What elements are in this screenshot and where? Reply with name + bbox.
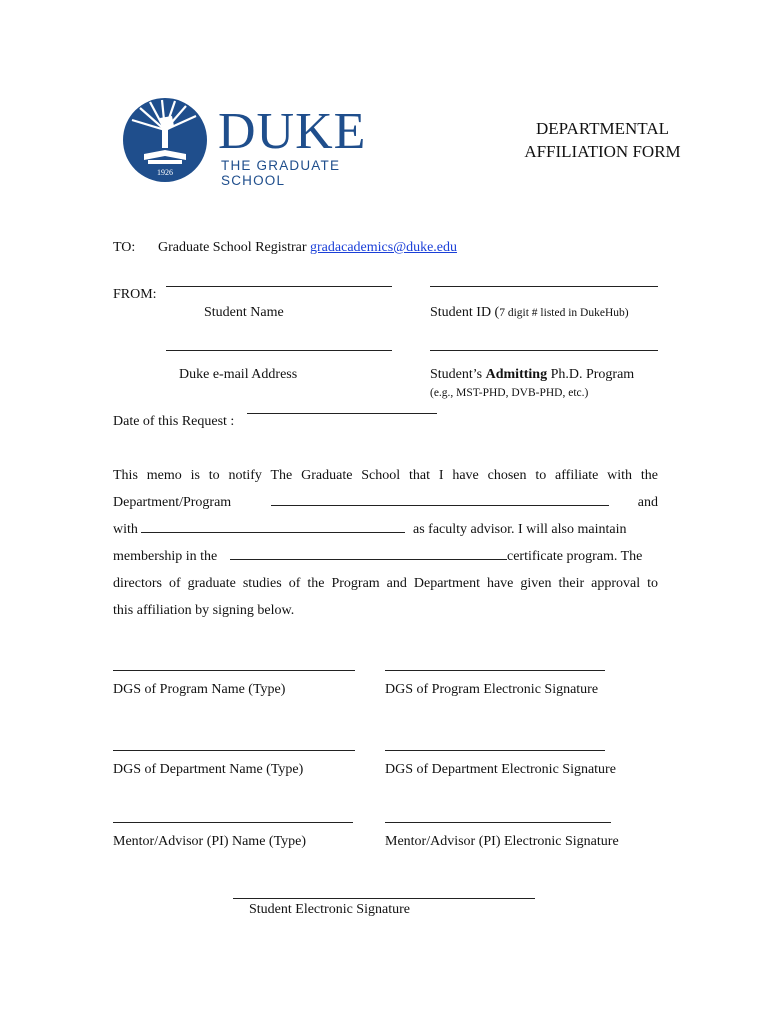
certificate-program-field[interactable] <box>230 559 507 560</box>
mentor-signature-label: Mentor/Advisor (PI) Electronic Signature <box>385 834 619 849</box>
dgs-department-signature-field[interactable] <box>385 750 605 751</box>
memo-line5: directors of graduate studies of the Program and Department have given their approval to <box>113 576 658 591</box>
registrar-email-link[interactable]: gradacademics@duke.edu <box>310 240 458 255</box>
from-label: FROM: <box>113 287 157 302</box>
mentor-signature-field[interactable] <box>385 822 611 823</box>
memo-line4: membership in the certificate program. The <box>113 549 643 564</box>
memo-line3: with as faculty advisor. I will also maintain <box>113 522 627 537</box>
to-recipient: Graduate School Registrar <box>158 240 307 255</box>
student-id-label: Student ID (7 digit # listed in DukeHub) <box>430 305 629 320</box>
graduate-school-seal-icon <box>122 96 208 184</box>
date-label: Date of this Request : <box>113 414 235 429</box>
memo-line1: This memo is to notify The Graduate School that I have chosen to affiliate with the <box>113 468 658 483</box>
dgs-department-name-label: DGS of Department Name (Type) <box>113 762 304 777</box>
dgs-department-name-field[interactable] <box>113 750 355 751</box>
student-signature-field[interactable] <box>233 898 535 899</box>
student-name-label: Student Name <box>204 305 284 320</box>
form-title-line1: DEPARTMENTAL <box>536 119 669 138</box>
admitting-program-field[interactable] <box>430 350 658 351</box>
seal-year: 1926 <box>157 168 173 177</box>
memo-line2: Department/Program and <box>113 495 658 510</box>
form-title <box>500 117 705 163</box>
dgs-program-signature-label: DGS of Program Electronic Signature <box>385 682 599 697</box>
duke-email-label: Duke e-mail Address <box>179 367 298 382</box>
duke-logo <box>122 96 392 186</box>
form-title-line2: AFFILIATION FORM <box>524 142 681 161</box>
student-signature-label: Student Electronic Signature <box>249 902 410 917</box>
student-id-note: 7 digit # listed in DukeHub) <box>499 307 629 319</box>
dgs-program-name-label: DGS of Program Name (Type) <box>113 682 286 697</box>
dgs-department-signature-label: DGS of Department Electronic Signature <box>385 762 616 777</box>
student-id-field[interactable] <box>430 286 658 287</box>
mentor-name-field[interactable] <box>113 822 353 823</box>
faculty-advisor-field[interactable] <box>141 532 405 533</box>
duke-email-field[interactable] <box>166 350 392 351</box>
dgs-program-name-field[interactable] <box>113 670 355 671</box>
mentor-name-label: Mentor/Advisor (PI) Name (Type) <box>113 834 307 849</box>
date-field[interactable] <box>247 413 437 414</box>
program-example: (e.g., MST-PHD, DVB-PHD, etc.) <box>430 387 589 399</box>
to-recipient-line <box>158 240 457 256</box>
logo-wordmark: DUKE <box>218 103 367 160</box>
dgs-program-signature-field[interactable] <box>385 670 605 671</box>
memo-paragraph <box>113 462 658 624</box>
to-label: TO: <box>113 240 136 255</box>
memo-line6: this affiliation by signing below. <box>113 603 295 618</box>
logo-subtitle: THE GRADUATE SCHOOL <box>221 158 341 188</box>
department-program-field[interactable] <box>271 505 609 506</box>
admitting-program-label: Student’s Admitting Ph.D. Program <box>430 367 635 382</box>
student-name-field[interactable] <box>166 286 392 287</box>
